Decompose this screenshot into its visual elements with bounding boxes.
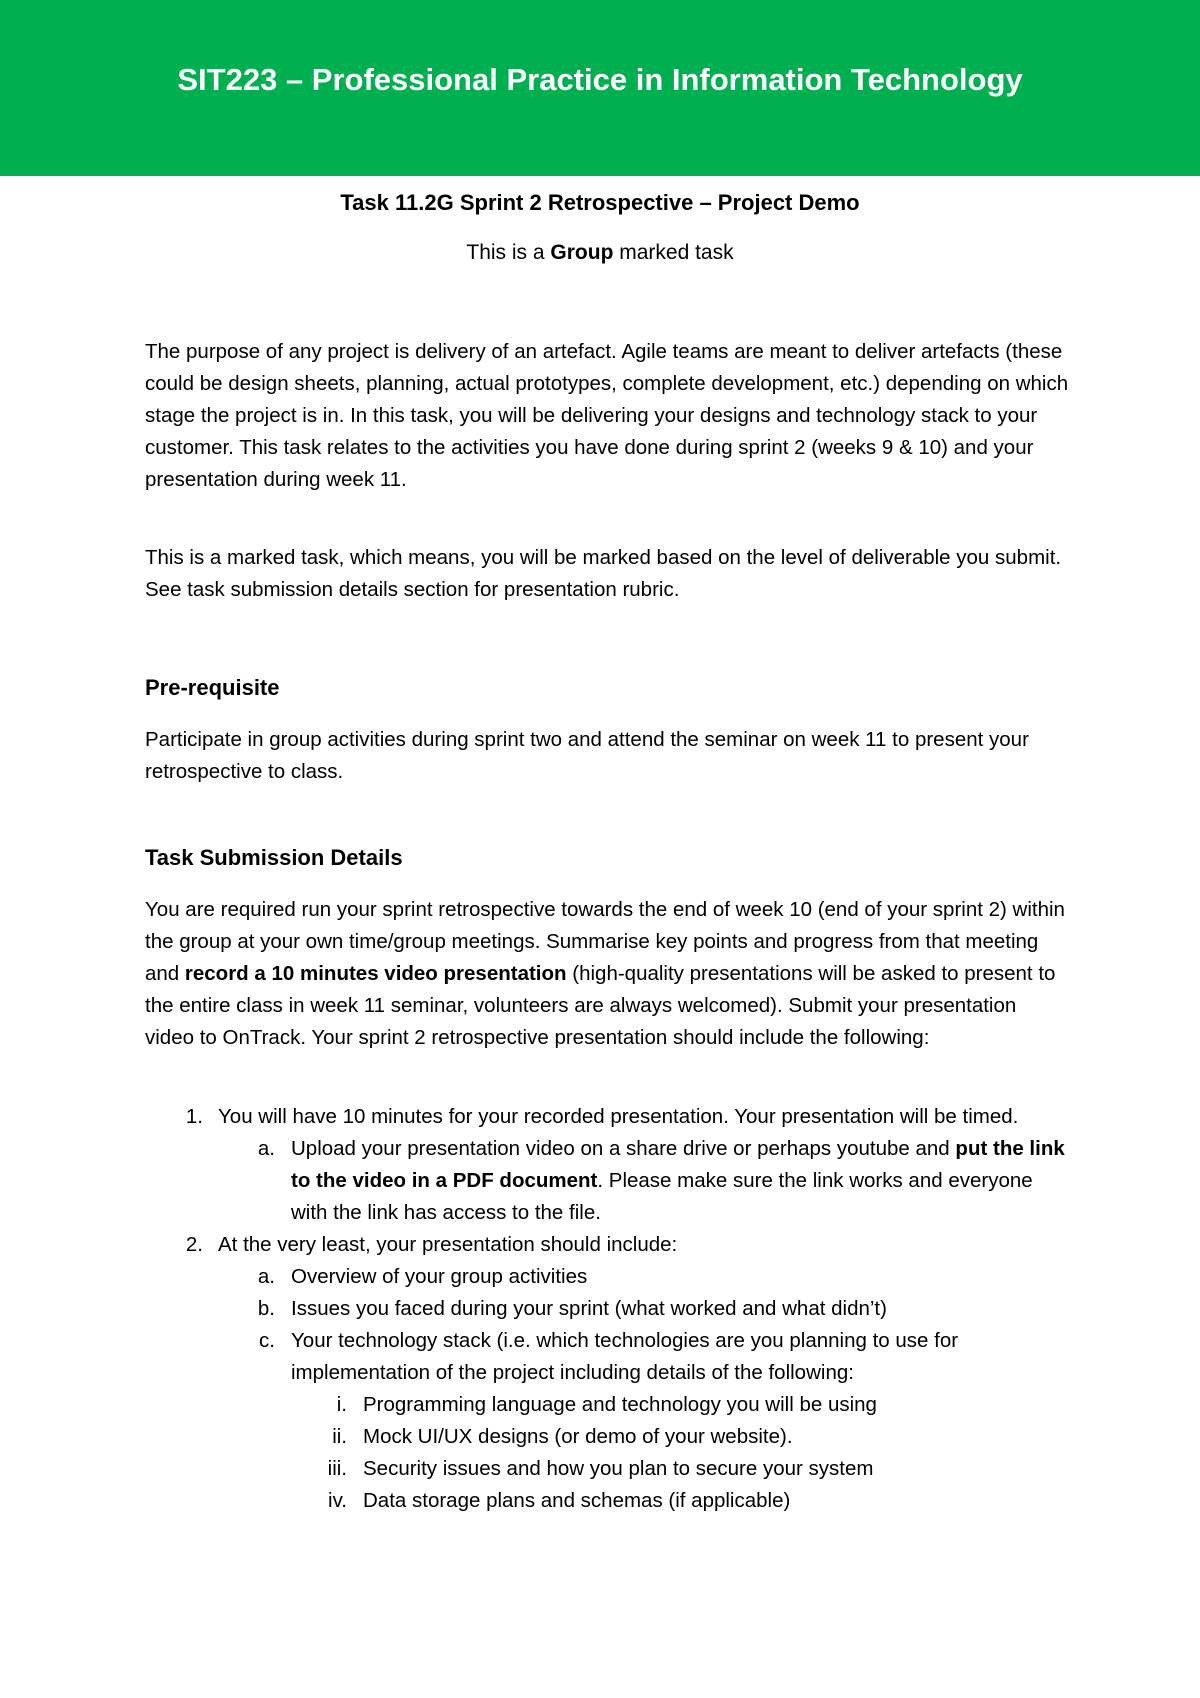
marked-task-line — [0, 238, 1200, 268]
list-item — [145, 1389, 1070, 1421]
list-item — [145, 1293, 1070, 1325]
list-marker: iii. — [327, 1457, 347, 1480]
list-item-text-a: Upload your presentation video on a share drive or perhaps youtube and — [291, 1137, 956, 1160]
list-item — [145, 1101, 1070, 1133]
list-marker: 2. — [185, 1233, 203, 1256]
list-marker: 1. — [185, 1105, 203, 1128]
marked-suffix: marked task — [613, 241, 734, 264]
list-marker: a. — [257, 1137, 275, 1160]
list-item-text: Data storage plans and schemas (if applicable) — [363, 1489, 791, 1512]
list-marker: i. — [336, 1393, 347, 1416]
prerequisite-text: Participate in group activities during sprint two and attend the seminar on week 11 to present your retrospective to class. — [145, 728, 1029, 783]
submission-heading: Task Submission Details — [145, 845, 403, 870]
list-marker: a. — [257, 1265, 275, 1288]
list-item-text: Mock UI/UX designs (or demo of your website). — [363, 1425, 793, 1448]
course-title: SIT223 – Professional Practice in Information Technology — [177, 62, 1023, 97]
submission-text-bold: record a 10 minutes video presentation — [184, 962, 567, 985]
marked-group: Group — [550, 241, 614, 264]
list-item — [145, 1325, 1070, 1389]
submission-text-b: (high-quality presentations will be asked to present to the entire class in week 11 seminar, volunteers are always welcomed). Submit your presentation video to OnTrack. Your sprint 2 retrospective presentation should include the following: — [145, 962, 1056, 1049]
intro-paragraph-1: The purpose of any project is delivery of an artefact. Agile teams are meant to deliver artefacts (these could be design sheets, planning, actual prototypes, complete development, etc.) depending on which stage the project is in. In this task, you will be delivering your designs and technology stack to your customer. This task relates to the activities you have done during sprint 2 (weeks 9 & 10) and your presentation during week 11. — [145, 340, 1069, 491]
list-item — [145, 1453, 1070, 1485]
list-item — [145, 1261, 1070, 1293]
task-title: Task 11.2G Sprint 2 Retrospective – Project Demo — [340, 190, 860, 215]
list-item-text: Security issues and how you plan to secure your system — [363, 1457, 874, 1480]
submission-text — [145, 894, 1070, 1054]
submission-text-a: You are required run your sprint retrospective towards the end of week 10 (end of your sprint 2) within the group at your own time/group meetings. Summarise key points and progress from that meeting and — [145, 898, 1065, 985]
list-item-text: At the very least, your presentation should include: — [218, 1233, 678, 1256]
list-item-text: Issues you faced during your sprint (what worked and what didn’t) — [291, 1297, 887, 1320]
list-item-text-b: . Please make sure the link works and everyone with the link has access to the file. — [291, 1169, 1033, 1224]
list-item-text: Programming language and technology you will be using — [363, 1393, 877, 1416]
list-item — [145, 1485, 1070, 1517]
list-marker: ii. — [332, 1425, 347, 1448]
requirements-list — [145, 1101, 1070, 1517]
intro-paragraph-2: This is a marked task, which means, you will be marked based on the level of deliverable you submit. See task submission details section for presentation rubric. — [145, 546, 1062, 601]
list-item-text: Overview of your group activities — [291, 1265, 588, 1288]
list-item — [145, 1421, 1070, 1453]
list-marker: iv. — [328, 1489, 347, 1512]
list-item — [145, 1133, 1070, 1229]
list-item — [145, 1229, 1070, 1261]
marked-prefix: This is a — [466, 241, 551, 264]
list-item-text: You will have 10 minutes for your recorded presentation. Your presentation will be timed. — [218, 1105, 1019, 1128]
list-marker: b. — [257, 1297, 275, 1320]
list-item-text-bold: put the link to the video in a PDF document — [291, 1137, 1065, 1192]
list-marker: c. — [259, 1329, 275, 1352]
list-item-text: Your technology stack (i.e. which technologies are you planning to use for implementation of the project including details of the following: — [291, 1329, 959, 1384]
prerequisite-heading: Pre-requisite — [145, 675, 280, 700]
